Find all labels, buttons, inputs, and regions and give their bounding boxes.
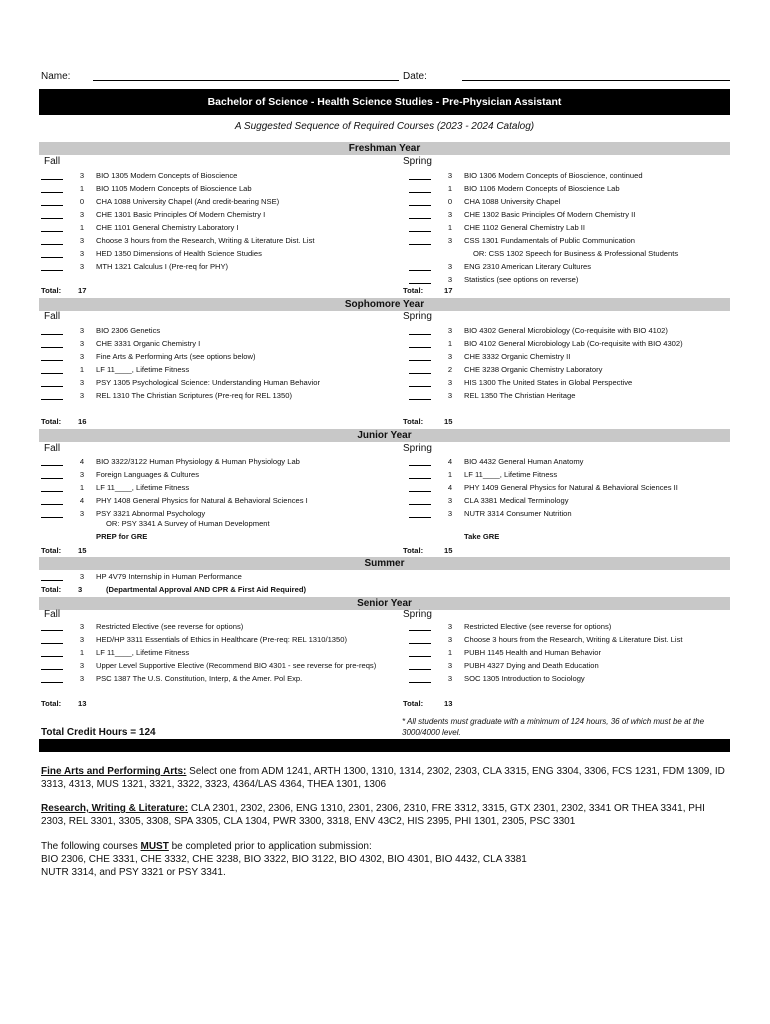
credit-hours: 1 (447, 184, 453, 193)
course-description: CHA 1088 University Chapel (And credit-bearing NSE) (96, 197, 280, 206)
credit-hours: 3 (447, 509, 453, 518)
grade-blank[interactable] (41, 660, 63, 670)
grade-blank[interactable] (41, 183, 63, 193)
course-description: BIO 4302 General Microbiology (Co-requisite with BIO 4102) (464, 326, 668, 335)
sophomore-spring-label: Spring (403, 311, 432, 322)
grade-blank[interactable] (409, 196, 431, 206)
grade-blank[interactable] (41, 248, 63, 258)
credit-hours: 3 (447, 275, 453, 284)
name-field[interactable] (93, 80, 399, 81)
credit-hours: 4 (447, 483, 453, 492)
grade-blank[interactable] (409, 621, 431, 631)
grade-blank[interactable] (41, 647, 63, 657)
course-description: PSY 3321 Abnormal Psychology (96, 509, 206, 518)
course-description: HED 1350 Dimensions of Health Science Studies (96, 249, 262, 258)
course-description: Upper Level Supportive Elective (Recommend BIO 4301 - see reverse for pre-reqs) (96, 661, 377, 670)
junior-spring-label: Spring (403, 443, 432, 454)
grade-blank[interactable] (409, 235, 431, 245)
credit-hours: 4 (79, 457, 85, 466)
credit-hours: 1 (79, 648, 85, 657)
sophomore-year-header: Sophomore Year (39, 298, 730, 311)
credit-hours: 3 (447, 326, 453, 335)
grade-blank[interactable] (41, 456, 63, 466)
summer-note: (Departmental Approval AND CPR & First Aid Required) (106, 585, 306, 594)
credit-hours: 3 (79, 249, 85, 258)
junior-fall-prep: PREP for GRE (96, 532, 148, 541)
grade-blank[interactable] (41, 222, 63, 232)
credit-hours: 3 (79, 622, 85, 631)
grade-blank[interactable] (409, 660, 431, 670)
course-description: LF 11____, Lifetime Fitness (96, 483, 190, 492)
course-description: BIO 2306 Genetics (96, 326, 161, 335)
credit-hours: 3 (79, 326, 85, 335)
credit-hours: 3 (79, 171, 85, 180)
course-description: CHA 1088 University Chapel (464, 197, 561, 206)
credit-hours: 3 (79, 339, 85, 348)
course-description: LF 11____, Lifetime Fitness (96, 648, 190, 657)
course-description: BIO 4102 General Microbiology Lab (Co-requisite with BIO 4302) (464, 339, 683, 348)
credit-hours: 3 (79, 262, 85, 271)
summer-header: Summer (39, 557, 730, 570)
grade-blank[interactable] (41, 508, 63, 518)
credit-hours: 3 (447, 352, 453, 361)
name-label: Name: (41, 71, 71, 82)
course-description: LF 11____, Lifetime Fitness (464, 470, 558, 479)
page-title: Bachelor of Science - Health Science Studies - Pre-Physician Assistant (39, 89, 730, 115)
grade-blank[interactable] (409, 456, 431, 466)
credit-hours: 3 (447, 661, 453, 670)
grade-blank[interactable] (409, 222, 431, 232)
credit-hours: 1 (79, 184, 85, 193)
grade-blank[interactable] (41, 469, 63, 479)
grade-blank[interactable] (41, 621, 63, 631)
grade-blank[interactable] (409, 338, 431, 348)
credit-hours: 3 (447, 496, 453, 505)
senior-spring-label: Spring (403, 609, 432, 620)
course-description: BIO 4432 General Human Anatomy (464, 457, 584, 466)
grade-blank[interactable] (409, 390, 431, 400)
course-description: REL 1350 The Christian Heritage (464, 391, 576, 400)
must-complete-list-1: BIO 2306, CHE 3331, CHE 3332, CHE 3238, BIO 3322, BIO 3122, BIO 4302, BIO 4301, BIO 4432, CLA 3381 (41, 854, 527, 865)
grade-blank[interactable] (409, 261, 431, 271)
credit-hours: 1 (447, 648, 453, 657)
credit-hours: 3 (447, 210, 453, 219)
credit-hours: 3 (79, 378, 85, 387)
grade-blank[interactable] (41, 495, 63, 505)
freshman-fall-label: Fall (44, 156, 61, 167)
grade-blank[interactable] (409, 673, 431, 683)
credit-hours: 2 (447, 365, 453, 374)
credit-hours: 3 (447, 674, 453, 683)
course-description: BIO 3322/3122 Human Physiology & Human Physiology Lab (96, 457, 300, 466)
course-description: CHE 3331 Organic Chemistry I (96, 339, 201, 348)
credit-hours: 3 (79, 391, 85, 400)
course-description: CHE 3238 Organic Chemistry Laboratory (464, 365, 603, 374)
course-description: PUBH 4327 Dying and Death Education (464, 661, 599, 670)
credit-hours: 3 (79, 661, 85, 670)
credit-hours: 1 (79, 483, 85, 492)
must-complete-heading: The following courses MUST be completed prior to application submission: (41, 841, 372, 852)
course-description: BIO 1105 Modern Concepts of Bioscience Lab (96, 184, 252, 193)
grade-blank[interactable] (41, 364, 63, 374)
course-description: HED/HP 3311 Essentials of Ethics in Healthcare (Pre-req: REL 1310/1350) (96, 635, 348, 644)
senior-year-header: Senior Year (39, 597, 730, 610)
credit-hours: 3 (79, 674, 85, 683)
course-description: Restricted Elective (see reverse for options) (464, 622, 612, 631)
freshman-year-header: Freshman Year (39, 142, 730, 155)
course-description: PHY 1409 General Physics for Natural & Behavioral Sciences II (464, 483, 678, 492)
course-description: Choose 3 hours from the Research, Writing & Literature Dist. List (96, 236, 315, 245)
credit-hours: 3 (447, 378, 453, 387)
credit-hours: 3 (447, 622, 453, 631)
junior-fall-alt-course: OR: PSY 3341 A Survey of Human Development (106, 519, 270, 528)
grade-blank[interactable] (41, 390, 63, 400)
credit-hours: 3 (79, 352, 85, 361)
grade-blank[interactable] (41, 351, 63, 361)
credit-hours: 1 (447, 339, 453, 348)
grade-blank[interactable] (41, 571, 63, 581)
junior-fall-label: Fall (44, 443, 61, 454)
course-description: PHY 1408 General Physics for Natural & Behavioral Sciences I (96, 496, 308, 505)
course-description: CHE 1102 General Chemistry Lab II (464, 223, 585, 232)
senior-fall-label: Fall (44, 609, 61, 620)
course-description: Foreign Languages & Cultures (96, 470, 200, 479)
credit-hours: 3 (447, 635, 453, 644)
grade-blank[interactable] (41, 377, 63, 387)
credit-hours: 3 (79, 210, 85, 219)
grade-blank[interactable] (41, 338, 63, 348)
grade-blank[interactable] (41, 482, 63, 492)
date-field[interactable] (462, 80, 730, 81)
credit-hours: 3 (79, 470, 85, 479)
grade-blank[interactable] (409, 469, 431, 479)
grade-blank[interactable] (409, 170, 431, 180)
credit-hours: 1 (79, 223, 85, 232)
credit-hours: 3 (79, 236, 85, 245)
grade-blank[interactable] (409, 351, 431, 361)
grade-blank[interactable] (409, 508, 431, 518)
fine-arts-paragraph: Fine Arts and Performing Arts: Select one from ADM 1241, ARTH 1300, 1310, 1314, 2302, 2303, CLA 3315, ENG 3304, 3306, FCS 1231, FDM 1309, ID 3313, 4313, MUS 1321, 3321, 3322, 3323, 4364/LAS 4364, THEA 1301, 1306 (41, 766, 725, 790)
course-description: LF 11____, Lifetime Fitness (96, 365, 190, 374)
grade-blank[interactable] (409, 325, 431, 335)
credit-hours: 0 (79, 197, 85, 206)
grade-blank[interactable] (41, 261, 63, 271)
course-description: CHE 1302 Basic Principles Of Modern Chemistry II (464, 210, 636, 219)
grade-blank[interactable] (41, 235, 63, 245)
credit-hours: 3 (447, 171, 453, 180)
credit-hours: 0 (447, 197, 453, 206)
credit-hours: 3 (447, 262, 453, 271)
rwl-paragraph: Research, Writing & Literature: CLA 2301, 2302, 2306, ENG 1310, 2301, 2306, 2310, FRE 3312, 3315, GTX 2301, 2302, 3341 OR THEA 3341, PHI 2303, REL 3301, 3305, 3308, SPA 3305, CLA 1304, PWR 3300, 3318, ENV 43C2, HIS 2395, PHI 1301, 2305, PSC 3301 (41, 803, 705, 827)
grade-blank[interactable] (41, 196, 63, 206)
credit-hours: 3 (79, 635, 85, 644)
course-description: PUBH 1145 Health and Human Behavior (464, 648, 602, 657)
date-label: Date: (403, 71, 427, 82)
grade-blank[interactable] (409, 209, 431, 219)
course-description: PSC 1387 The U.S. Constitution, Interp, & the Amer. Pol Exp. (96, 674, 303, 683)
credit-hours: 3 (447, 391, 453, 400)
grade-blank[interactable] (41, 634, 63, 644)
sophomore-fall-label: Fall (44, 311, 61, 322)
graduation-note: * All students must graduate with a minimum of 124 hours, 36 of which must be at the 3000/4000 level. (402, 717, 705, 737)
grade-blank[interactable] (409, 274, 431, 284)
page-subtitle: A Suggested Sequence of Required Courses (2023 - 2024 Catalog) (234, 121, 535, 132)
course-description: HIS 1300 The United States in Global Perspective (464, 378, 633, 387)
course-description: CHE 1301 Basic Principles Of Modern Chemistry I (96, 210, 266, 219)
grade-blank[interactable] (409, 495, 431, 505)
course-description: CHE 1101 General Chemistry Laboratory I (96, 223, 239, 232)
course-description: PSY 1305 Psychological Science: Understanding Human Behavior (96, 378, 321, 387)
grade-blank[interactable] (409, 377, 431, 387)
grade-blank[interactable] (409, 183, 431, 193)
freshman-spring-label: Spring (403, 156, 432, 167)
course-description: MTH 1321 Calculus I (Pre-req for PHY) (96, 262, 229, 271)
credit-hours: 1 (447, 470, 453, 479)
footer-bar (39, 739, 730, 752)
course-description: OR: CSS 1302 Speech for Business & Professional Students (473, 249, 679, 258)
course-description: BIO 1106 Modern Concepts of Bioscience Lab (464, 184, 620, 193)
grade-blank[interactable] (409, 634, 431, 644)
course-description: BIO 1305 Modern Concepts of Bioscience (96, 171, 238, 180)
junior-year-header: Junior Year (39, 429, 730, 442)
credit-hours: 4 (79, 496, 85, 505)
credit-hours: 3 (79, 509, 85, 518)
total-credit-hours: Total Credit Hours = 124 (41, 727, 156, 738)
course-description: REL 1310 The Christian Scriptures (Pre-req for REL 1350) (96, 391, 292, 400)
grade-blank[interactable] (41, 325, 63, 335)
course-description: CHE 3332 Organic Chemistry II (464, 352, 571, 361)
course-description: Fine Arts & Performing Arts (see options below) (96, 352, 256, 361)
grade-blank[interactable] (41, 673, 63, 683)
course-description: CLA 3381 Medical Terminology (464, 496, 569, 505)
grade-blank[interactable] (409, 482, 431, 492)
must-complete-list-2: NUTR 3314, and PSY 3321 or PSY 3341. (41, 867, 226, 878)
course-description: BIO 1306 Modern Concepts of Bioscience, continued (464, 171, 643, 180)
credit-hours: 3 (447, 236, 453, 245)
course-description: CSS 1301 Fundamentals of Public Communication (464, 236, 635, 245)
grade-blank[interactable] (41, 209, 63, 219)
grade-blank[interactable] (409, 364, 431, 374)
credit-hours: 1 (79, 365, 85, 374)
grade-blank[interactable] (41, 170, 63, 180)
course-description: ENG 2310 American Literary Cultures (464, 262, 592, 271)
course-description: Choose 3 hours from the Research, Writing & Literature Dist. List (464, 635, 683, 644)
junior-spring-prep: Take GRE (464, 532, 500, 541)
course-description: Restricted Elective (see reverse for options) (96, 622, 244, 631)
course-description: SOC 1305 Introduction to Sociology (464, 674, 585, 683)
course-description: Statistics (see options on reverse) (464, 275, 579, 284)
credit-hours: 4 (447, 457, 453, 466)
credit-hours: 1 (447, 223, 453, 232)
course-description: NUTR 3314 Consumer Nutrition (464, 509, 572, 518)
grade-blank[interactable] (409, 647, 431, 657)
